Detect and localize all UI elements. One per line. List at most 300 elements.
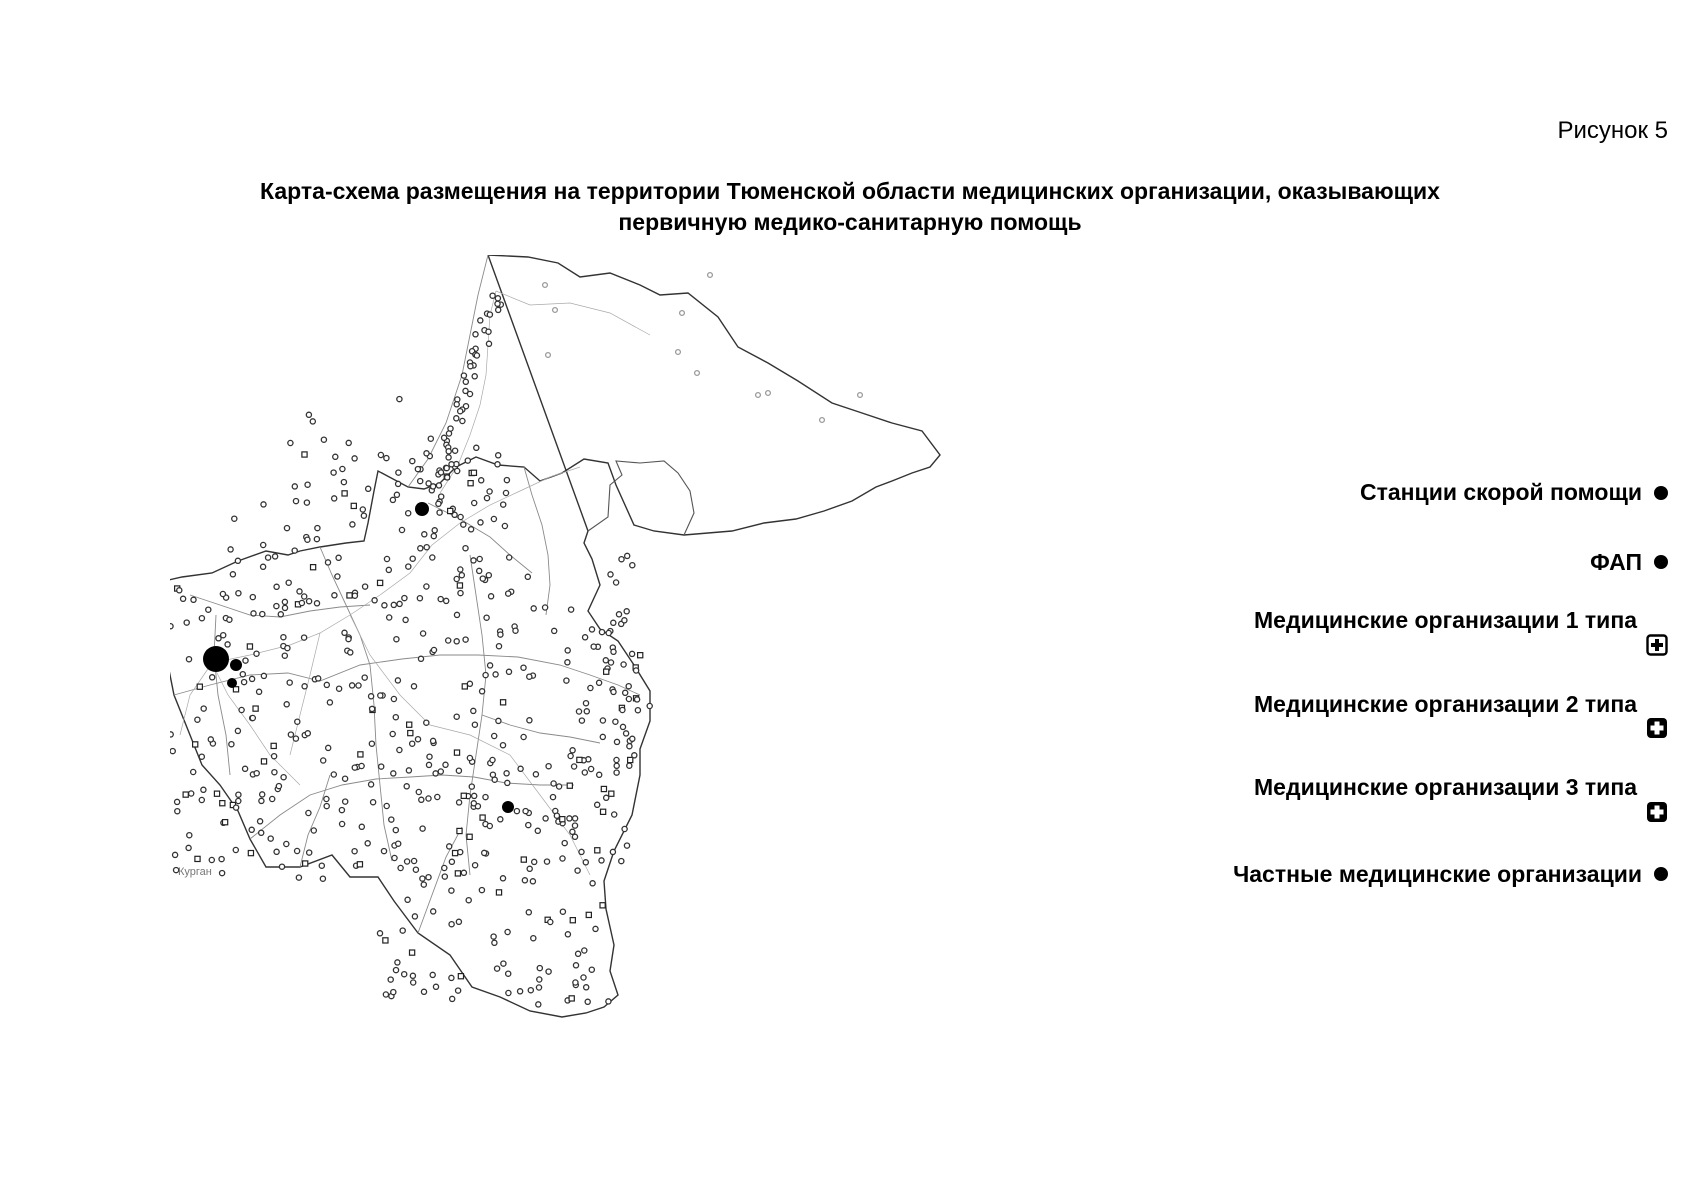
facility-marker xyxy=(570,829,575,834)
facility-marker xyxy=(554,813,559,818)
facility-marker xyxy=(438,470,443,475)
facility-marker xyxy=(191,769,196,774)
facility-marker xyxy=(565,660,570,665)
facility-marker xyxy=(530,879,535,884)
facility-square-marker xyxy=(609,791,614,796)
facility-marker xyxy=(206,607,211,612)
facility-marker xyxy=(382,603,387,608)
facility-marker xyxy=(387,615,392,620)
facility-marker xyxy=(472,500,477,505)
facility-marker xyxy=(630,563,635,568)
legend xyxy=(1108,478,1668,888)
facility-marker xyxy=(235,728,240,733)
facility-marker xyxy=(266,555,271,560)
facility-marker xyxy=(491,934,496,939)
facility-marker xyxy=(496,453,501,458)
facility-square-marker xyxy=(457,583,462,588)
facility-marker xyxy=(296,875,301,880)
facility-marker xyxy=(473,863,478,868)
facility-marker xyxy=(523,809,528,814)
facility-marker xyxy=(343,776,348,781)
facility-marker xyxy=(257,689,262,694)
facility-marker xyxy=(170,732,173,737)
facility-marker xyxy=(421,631,426,636)
facility-marker xyxy=(453,448,458,453)
facility-marker xyxy=(505,780,510,785)
facility-marker xyxy=(170,749,175,754)
facility-marker xyxy=(533,772,538,777)
facility-marker xyxy=(435,794,440,799)
facility-square-marker xyxy=(471,470,476,475)
facility-marker xyxy=(614,763,619,768)
facility-marker xyxy=(210,675,215,680)
facility-marker xyxy=(507,555,512,560)
facility-marker xyxy=(624,843,629,848)
facility-marker xyxy=(369,694,374,699)
facility-marker xyxy=(454,576,459,581)
facility-marker xyxy=(170,624,173,629)
facility-marker xyxy=(458,591,463,596)
facility-square-marker xyxy=(193,742,198,747)
facility-marker xyxy=(501,961,506,966)
facility-marker xyxy=(422,532,427,537)
facility-marker xyxy=(314,537,319,542)
facility-marker xyxy=(560,909,565,914)
facility-marker xyxy=(454,639,459,644)
facility-marker xyxy=(195,717,200,722)
facility-marker xyxy=(436,483,441,488)
facility-marker xyxy=(372,598,377,603)
facility-marker xyxy=(243,658,248,663)
facility-marker xyxy=(331,772,336,777)
facility-marker xyxy=(456,768,461,773)
facility-square-marker xyxy=(638,653,643,658)
facility-marker xyxy=(421,882,426,887)
facility-marker xyxy=(321,437,326,442)
facility-marker xyxy=(597,680,602,685)
facility-marker xyxy=(473,332,478,337)
facility-marker xyxy=(281,635,286,640)
facility-marker xyxy=(443,762,448,767)
facility-marker xyxy=(472,722,477,727)
facility-marker xyxy=(526,823,531,828)
facility-marker xyxy=(391,602,396,607)
facility-marker xyxy=(492,733,497,738)
legend-label: Медицинские организации 3 типа xyxy=(1254,774,1637,801)
facility-marker xyxy=(492,940,497,945)
facility-marker xyxy=(581,975,586,980)
facility-square-marker xyxy=(408,731,413,736)
facility-marker xyxy=(562,841,567,846)
facility-marker xyxy=(242,680,247,685)
facility-marker xyxy=(236,798,241,803)
facility-marker xyxy=(261,564,266,569)
facility-marker xyxy=(260,612,265,617)
facility-marker xyxy=(569,607,574,612)
facility-marker xyxy=(458,567,463,572)
facility-marker xyxy=(384,803,389,808)
ishim-city-cluster xyxy=(502,801,514,813)
facility-marker xyxy=(191,597,196,602)
facility-marker xyxy=(250,676,255,681)
facility-marker xyxy=(442,865,447,870)
facility-marker xyxy=(410,459,415,464)
facility-marker xyxy=(483,795,488,800)
legend-label: ФАП xyxy=(1590,548,1642,575)
facility-marker xyxy=(393,828,398,833)
facility-marker xyxy=(627,763,632,768)
facility-marker xyxy=(479,888,484,893)
facility-square-marker xyxy=(407,722,412,727)
facility-marker xyxy=(284,526,289,531)
facility-marker xyxy=(236,591,241,596)
facility-marker xyxy=(431,909,436,914)
facility-square-marker xyxy=(496,890,501,895)
facility-square-marker xyxy=(261,759,266,764)
facility-marker xyxy=(279,864,284,869)
facility-marker xyxy=(635,708,640,713)
facility-marker xyxy=(402,972,407,977)
figure-label: Рисунок 5 xyxy=(1557,117,1668,144)
facility-marker xyxy=(410,741,415,746)
facility-marker xyxy=(583,635,588,640)
facility-marker xyxy=(405,859,410,864)
facility-marker xyxy=(177,588,182,593)
facility-marker xyxy=(589,627,594,632)
facility-marker xyxy=(478,318,483,323)
facility-marker xyxy=(620,707,625,712)
facility-marker xyxy=(551,781,556,786)
facility-marker xyxy=(406,768,411,773)
facility-marker xyxy=(321,758,326,763)
facility-marker xyxy=(305,731,310,736)
facility-marker xyxy=(579,718,584,723)
facility-marker xyxy=(626,696,631,701)
facility-marker xyxy=(286,580,291,585)
facility-square-marker xyxy=(195,856,200,861)
facility-marker xyxy=(415,467,420,472)
facility-marker xyxy=(359,824,364,829)
facility-marker xyxy=(459,573,464,578)
facility-marker xyxy=(513,628,518,633)
facility-marker xyxy=(424,584,429,589)
facility-marker xyxy=(261,673,266,678)
facility-marker xyxy=(550,795,555,800)
facility-marker xyxy=(820,418,825,423)
facility-marker xyxy=(614,580,619,585)
facility-square-marker xyxy=(302,452,307,457)
facility-marker xyxy=(496,307,501,312)
facility-marker xyxy=(461,373,466,378)
facility-marker xyxy=(261,502,266,507)
facility-marker xyxy=(432,528,437,533)
facility-square-marker xyxy=(351,503,356,508)
facility-marker xyxy=(565,932,570,937)
legend-item-fap xyxy=(1108,547,1668,575)
facility-marker xyxy=(199,797,204,802)
facility-marker xyxy=(579,849,584,854)
facility-marker xyxy=(527,674,532,679)
facility-marker xyxy=(393,968,398,973)
facility-marker xyxy=(449,462,454,467)
facility-marker xyxy=(543,816,548,821)
facility-marker xyxy=(187,833,192,838)
facility-marker xyxy=(444,598,449,603)
facility-marker xyxy=(491,516,496,521)
facility-marker xyxy=(292,548,297,553)
facility-marker xyxy=(600,718,605,723)
facility-marker xyxy=(394,492,399,497)
facility-marker xyxy=(589,766,594,771)
facility-marker xyxy=(220,871,225,876)
facility-marker xyxy=(502,523,507,528)
facility-marker xyxy=(426,762,431,767)
facility-marker xyxy=(278,612,283,617)
facility-marker xyxy=(378,693,383,698)
facility-marker xyxy=(480,576,485,581)
facility-marker xyxy=(450,996,455,1001)
facility-marker xyxy=(616,612,621,617)
facility-marker xyxy=(553,308,558,313)
facility-marker xyxy=(479,478,484,483)
dot-icon xyxy=(1654,486,1668,500)
facility-marker xyxy=(621,662,626,667)
facility-square-marker xyxy=(342,491,347,496)
facility-markers xyxy=(170,273,862,1007)
facility-marker xyxy=(599,630,604,635)
facility-marker xyxy=(413,867,418,872)
facility-marker xyxy=(676,350,681,355)
facility-marker xyxy=(471,801,476,806)
facility-marker xyxy=(396,470,401,475)
facility-marker xyxy=(352,593,357,598)
facility-marker xyxy=(483,673,488,678)
facility-marker xyxy=(627,744,632,749)
facility-marker xyxy=(175,809,180,814)
facility-marker xyxy=(324,682,329,687)
facility-marker xyxy=(186,657,191,662)
facility-marker xyxy=(396,481,401,486)
facility-marker xyxy=(575,868,580,873)
facility-marker xyxy=(486,341,491,346)
facility-marker xyxy=(356,683,361,688)
facility-marker xyxy=(527,718,532,723)
facility-square-marker xyxy=(247,644,252,649)
facility-marker xyxy=(324,796,329,801)
facility-marker xyxy=(371,800,376,805)
facility-marker xyxy=(528,988,533,993)
facility-marker xyxy=(463,637,468,642)
facility-marker xyxy=(403,617,408,622)
facility-marker xyxy=(370,706,375,711)
facility-marker xyxy=(346,637,351,642)
region-map-svg xyxy=(170,255,1050,1025)
facility-marker xyxy=(489,594,494,599)
facility-marker xyxy=(175,799,180,804)
facility-marker xyxy=(611,620,616,625)
facility-marker xyxy=(467,755,472,760)
facility-marker xyxy=(287,680,292,685)
facility-marker xyxy=(433,984,438,989)
facility-marker xyxy=(331,470,336,475)
facility-marker xyxy=(458,850,463,855)
facility-marker xyxy=(412,858,417,863)
facility-marker xyxy=(235,558,240,563)
facility-marker xyxy=(588,685,593,690)
facility-marker xyxy=(310,419,315,424)
facility-marker xyxy=(560,856,565,861)
dot-icon xyxy=(1654,867,1668,881)
facility-square-marker xyxy=(521,857,526,862)
facility-marker xyxy=(474,353,479,358)
facility-marker xyxy=(445,475,450,480)
facility-marker xyxy=(500,743,505,748)
facility-marker xyxy=(272,754,277,759)
facility-marker xyxy=(620,724,625,729)
facility-marker xyxy=(405,897,410,902)
facility-marker xyxy=(477,568,482,573)
facility-marker xyxy=(332,496,337,501)
tyumen-suburb-marker xyxy=(227,678,237,688)
facility-square-marker xyxy=(570,918,575,923)
facility-marker xyxy=(466,898,471,903)
facility-marker xyxy=(406,564,411,569)
facility-marker xyxy=(630,736,635,741)
facility-marker xyxy=(634,668,639,673)
facility-square-marker xyxy=(303,861,308,866)
facility-marker xyxy=(225,642,230,647)
tyumen-suburb-marker xyxy=(230,659,242,671)
facility-marker xyxy=(352,765,357,770)
facility-marker xyxy=(487,489,492,494)
facility-marker xyxy=(369,782,374,787)
facility-marker xyxy=(585,999,590,1004)
facility-square-marker xyxy=(220,801,225,806)
facility-marker xyxy=(454,416,459,421)
facility-marker xyxy=(186,845,191,850)
facility-marker xyxy=(285,646,290,651)
facility-marker xyxy=(543,605,548,610)
facility-marker xyxy=(624,609,629,614)
facility-marker xyxy=(276,784,281,789)
facility-marker xyxy=(282,599,287,604)
facility-marker xyxy=(522,878,527,883)
legend-item-med-org-type-1 xyxy=(1108,606,1668,634)
facility-marker xyxy=(340,466,345,471)
facility-marker xyxy=(543,283,548,288)
facility-marker xyxy=(284,702,289,707)
facility-square-marker xyxy=(214,791,219,796)
facility-square-marker xyxy=(253,706,258,711)
facility-marker xyxy=(361,513,366,518)
facility-marker xyxy=(391,771,396,776)
facility-square-marker xyxy=(461,793,466,798)
facility-marker xyxy=(307,850,312,855)
facility-marker xyxy=(449,859,454,864)
facility-marker xyxy=(305,537,310,542)
facility-marker xyxy=(606,630,611,635)
facility-marker xyxy=(416,789,421,794)
facility-marker xyxy=(427,754,432,759)
facility-marker xyxy=(411,684,416,689)
facility-marker xyxy=(420,876,425,881)
facility-marker xyxy=(695,371,700,376)
facility-marker xyxy=(293,736,298,741)
facility-marker xyxy=(383,992,388,997)
facility-marker xyxy=(388,977,393,982)
facility-marker xyxy=(418,656,423,661)
facility-marker xyxy=(350,683,355,688)
facility-marker xyxy=(437,510,442,515)
facility-marker xyxy=(582,948,587,953)
region-map xyxy=(170,255,1050,1025)
facility-marker xyxy=(326,745,331,750)
facility-marker xyxy=(249,827,254,832)
facility-marker xyxy=(220,591,225,596)
facility-marker xyxy=(495,462,500,467)
facility-marker xyxy=(496,644,501,649)
facility-marker xyxy=(463,546,468,551)
facility-marker xyxy=(288,732,293,737)
facility-marker xyxy=(527,866,532,871)
facility-marker xyxy=(270,796,275,801)
facility-marker xyxy=(352,456,357,461)
facility-marker xyxy=(305,482,310,487)
facility-marker xyxy=(302,635,307,640)
facility-marker xyxy=(431,738,436,743)
facility-square-marker xyxy=(455,871,460,876)
facility-marker xyxy=(454,714,459,719)
facility-marker xyxy=(526,910,531,915)
legend-item-ambulance-stations xyxy=(1108,478,1668,506)
facility-marker xyxy=(254,651,259,656)
legend-label: Медицинские организации 2 типа xyxy=(1254,690,1637,717)
facility-marker xyxy=(421,989,426,994)
facility-marker xyxy=(216,636,221,641)
facility-marker xyxy=(232,516,237,521)
facility-marker xyxy=(442,874,447,879)
facility-marker xyxy=(333,454,338,459)
facility-square-marker xyxy=(480,815,485,820)
facility-square-marker xyxy=(604,669,609,674)
facility-square-marker xyxy=(453,851,458,856)
facility-marker xyxy=(557,784,562,789)
facility-marker xyxy=(635,697,640,702)
tyumen-city-cluster xyxy=(203,646,229,672)
facility-marker xyxy=(299,600,304,605)
facility-marker xyxy=(417,596,422,601)
facility-marker xyxy=(311,828,316,833)
facility-marker xyxy=(449,975,454,980)
facility-marker xyxy=(438,597,443,602)
facility-marker xyxy=(297,589,302,594)
facility-square-marker xyxy=(462,684,467,689)
facility-marker xyxy=(552,628,557,633)
facility-marker xyxy=(332,593,337,598)
facility-marker xyxy=(568,753,573,758)
facility-marker xyxy=(495,301,500,306)
facility-marker xyxy=(268,836,273,841)
facility-marker xyxy=(324,804,329,809)
facility-marker xyxy=(420,826,425,831)
facility-marker xyxy=(258,819,263,824)
facility-marker xyxy=(391,990,396,995)
facility-square-marker xyxy=(567,783,572,788)
facility-marker xyxy=(447,844,452,849)
facility-marker xyxy=(567,816,572,821)
facility-marker xyxy=(572,764,577,769)
facility-marker xyxy=(611,649,616,654)
